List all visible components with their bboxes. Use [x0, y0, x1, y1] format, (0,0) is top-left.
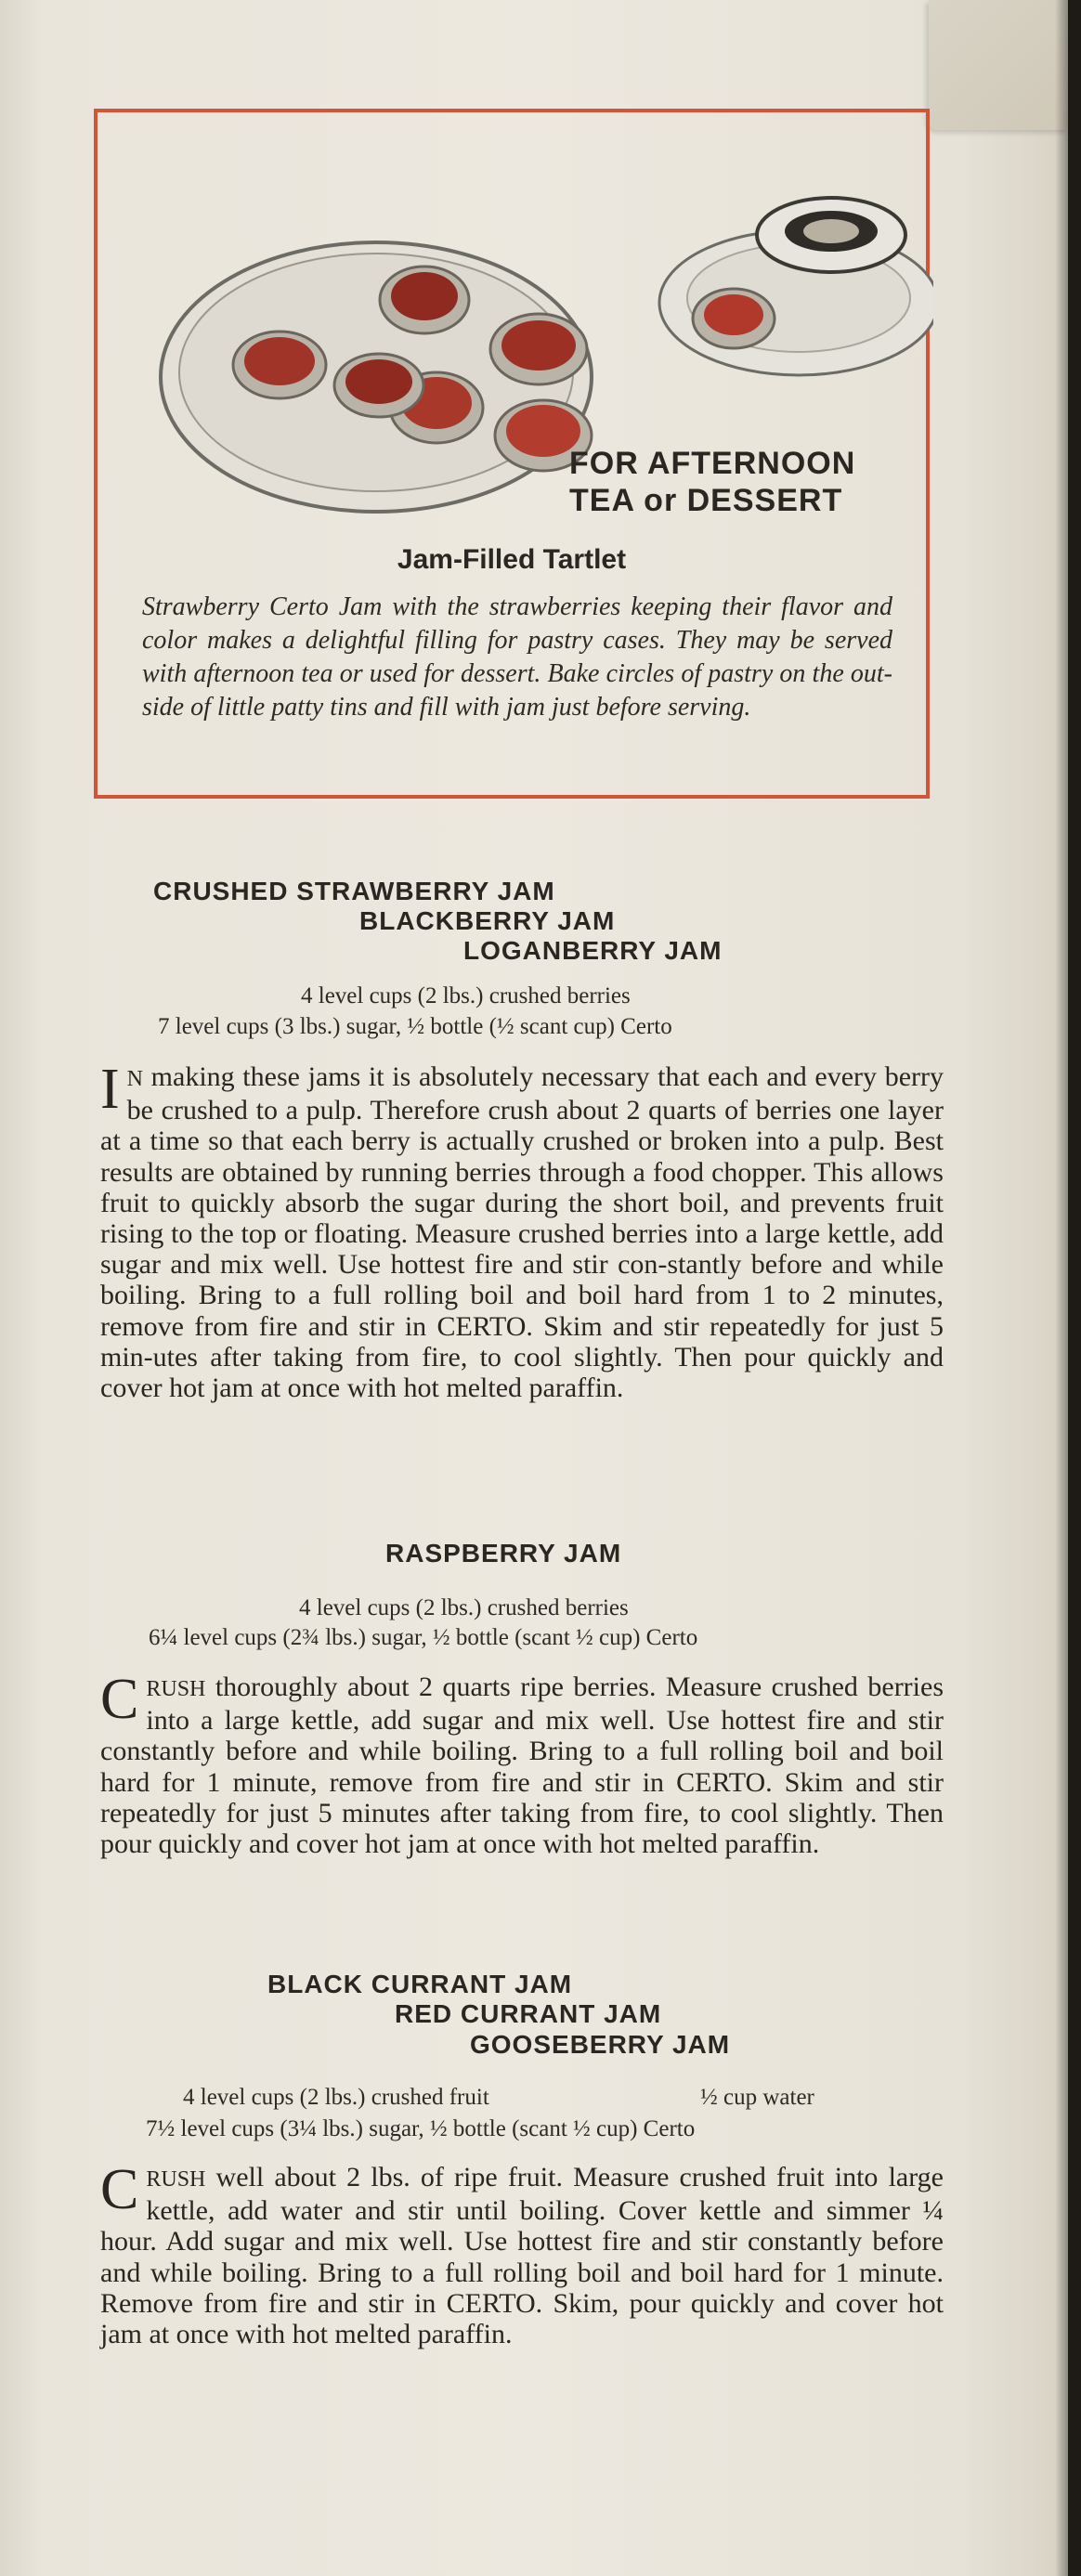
section-title-red-currant: RED CURRANT JAM [395, 1999, 662, 2028]
ingredient-line: ½ cup water [700, 2085, 814, 2110]
ingredient-line: 4 level cups (2 lbs.) crushed fruit [183, 2085, 489, 2110]
drop-cap: C [100, 2158, 139, 2221]
section-title-gooseberry: GOOSEBERRY JAM [470, 2030, 731, 2059]
tartlet-description: Strawberry Certo Jam with the strawberries keeping their flavor and color makes a delightful filling for pastry cases. They may be served with afternoon tea or used for dessert. Bake circles of pastry on the out-side of little patty tins and fill with jam just before serving. [142, 592, 892, 722]
ingredient-line: 6¼ level cups (2¾ lbs.) sugar, ½ bottle (scant ½ cup) Certo [149, 1625, 698, 1650]
section-title-black-currant: BLACK CURRANT JAM [267, 1970, 573, 1998]
heading-line-2: TEA or DESSERT [569, 483, 843, 518]
tartlet [380, 267, 469, 333]
lead-word: RUSH [146, 1677, 206, 1701]
ingredient-line: 4 level cups (2 lbs.) crushed berries [299, 1595, 629, 1620]
instruction-text: thoroughly about 2 quarts ripe berries. Measure crushed berries into a large kettle, add sugar and mix well. Use hottest fire and stir constantly before and while boiling. Bring to a full rolling boil and boil hard for 1 minute, remove from fire and stir in CERTO. Skim and stir repeatedly for just 5 minutes after taking from fire, to cool slightly. Then pour quickly and cover hot jam at once with hot melted paraffin. [100, 1672, 944, 1860]
ingredient-line: 7 level cups (3 lbs.) sugar, ½ bottle (½ scant cup) Certo [158, 1014, 672, 1039]
drop-cap: C [100, 1668, 139, 1731]
currant-jam-instructions [100, 2158, 944, 2350]
ingredient-line: 7½ level cups (3¼ lbs.) sugar, ½ bottle (scant ½ cup) Certo [146, 2116, 696, 2141]
drop-cap: I [100, 1058, 120, 1121]
ingredient-line: 4 level cups (2 lbs.) crushed berries [301, 983, 631, 1008]
raspberry-jam-instructions [100, 1668, 944, 1860]
section-title-raspberry: RASPBERRY JAM [385, 1539, 622, 1568]
section-title-blackberry: BLACKBERRY JAM [359, 906, 616, 935]
lead-word: N [126, 1067, 143, 1091]
section-title-loganberry: LOGANBERRY JAM [463, 936, 723, 965]
folded-corner [929, 0, 1068, 130]
section-title-strawberry: CRUSHED STRAWBERRY JAM [153, 877, 555, 905]
tartlet-feature-box [94, 109, 930, 799]
lead-word: RUSH [146, 2167, 206, 2192]
instruction-text: well about 2 lbs. of ripe fruit. Measure crushed fruit into large kettle, add water and stir until boiling. Cover kettle and simmer ¼ hour. Add sugar and mix well. Use hottest fire and stir constantly before and while boiling. Bring to a full rolling boil and boil hard for 1 minute. Remove from fire and stir in CERTO. Skim, pour quickly and cover hot jam at once with hot melted paraffin. [100, 2162, 944, 2350]
tartlet-title: Jam-Filled Tartlet [397, 544, 627, 575]
heading-line-1: FOR AFTERNOON [569, 446, 856, 481]
strawberry-jam-instructions [100, 1058, 944, 1404]
tea-dessert-heading [569, 445, 996, 519]
instruction-text: making these jams it is absolutely necessary that each and every berry be crushed to a pulp. Therefore crush about 2 quarts of berries one layer at a time so that each berry is actually crushed or broken into a pulp. Best results are obtained by running berries through a food chopper. This allows fruit to quickly absorb the sugar during the short boil, and prevents fruit rising to the top or floating. Measure crushed berries into a large kettle, add sugar and mix well. Use hottest fire and stir con-stantly before and while boiling. Bring to a full rolling boil and boil hard from 1 to 2 minutes, remove from fire and stir in CERTO. Skim and stir repeatedly for just 5 min-utes after taking from fire, to cool slightly. Then pour quickly and cover hot jam at once with hot melted paraffin. [100, 1061, 944, 1404]
page-edge-shadow [1055, 0, 1068, 2576]
